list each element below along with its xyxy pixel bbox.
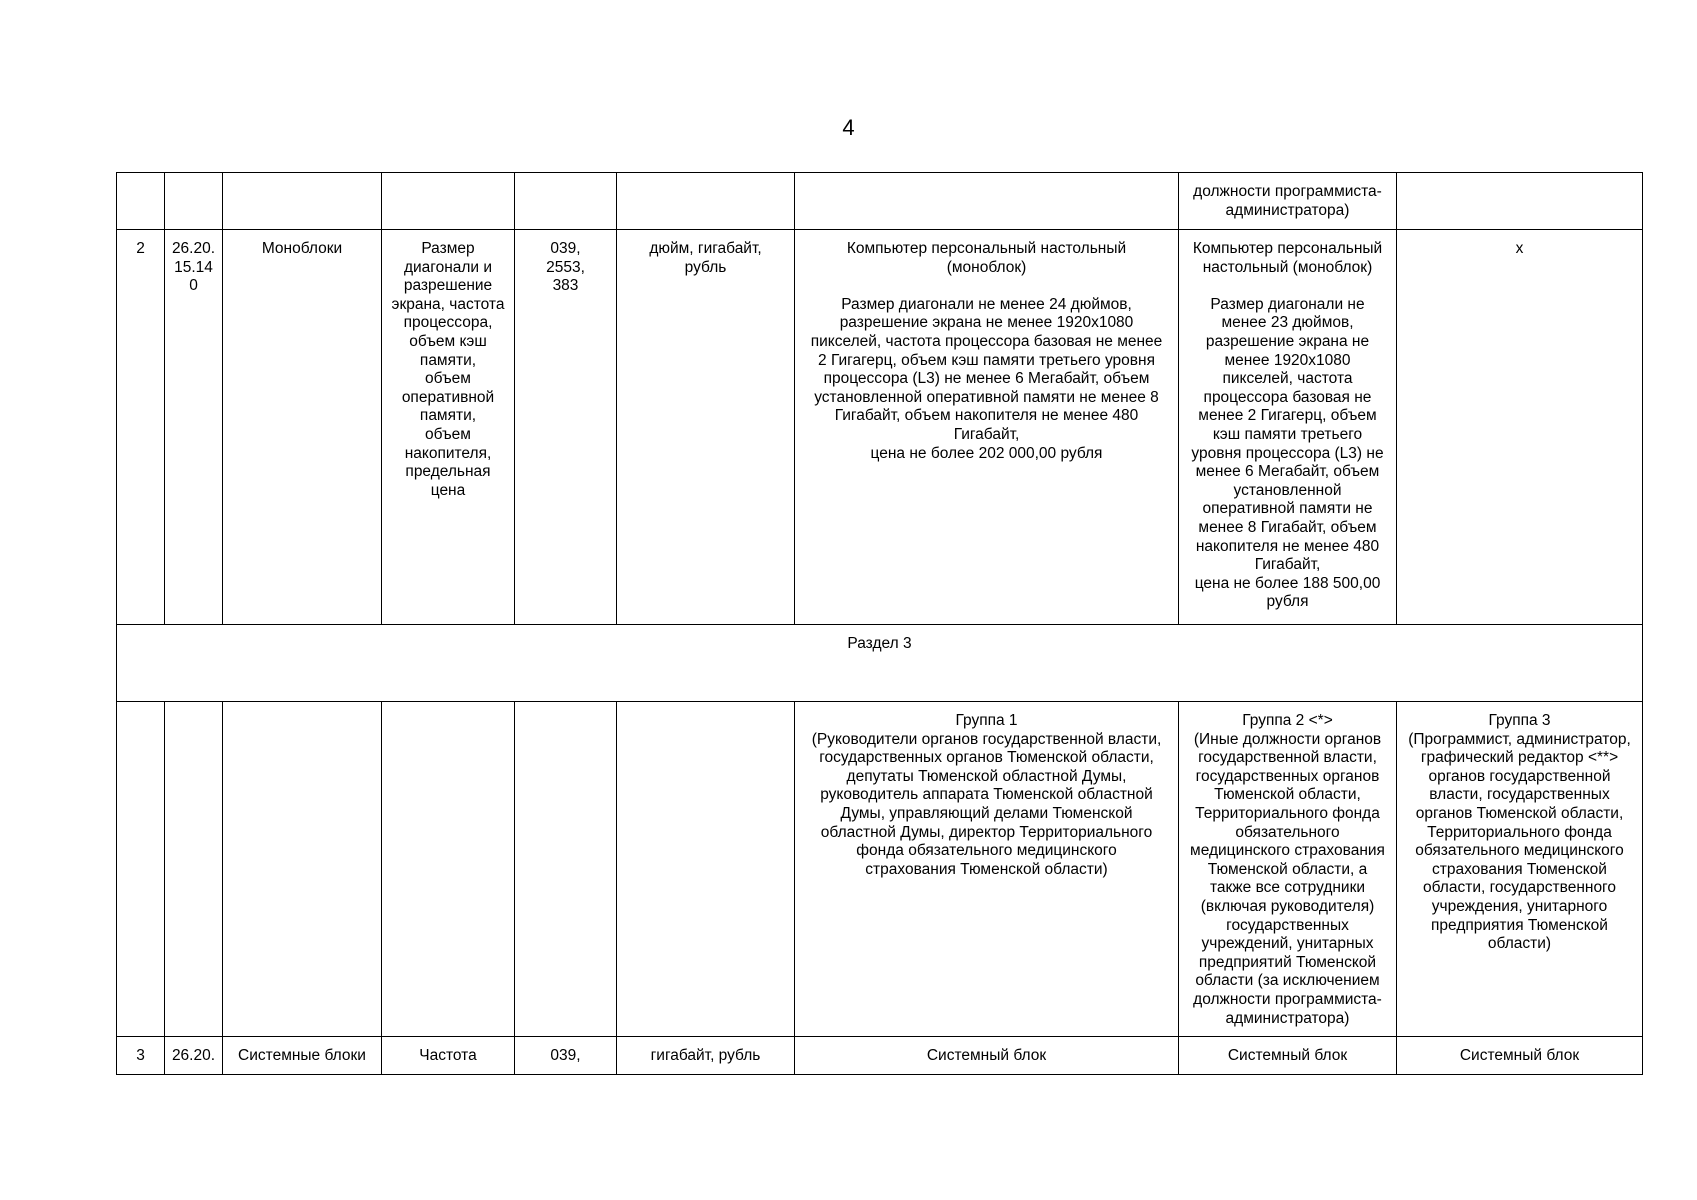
cell-num — [117, 702, 165, 1037]
cell-group3: Системный блок — [1397, 1037, 1643, 1075]
cell-okei-codes: 039, — [515, 1037, 617, 1075]
cell-name: Моноблоки — [223, 230, 382, 625]
cell-group1 — [795, 173, 1179, 230]
cell-name: Системные блоки — [223, 1037, 382, 1075]
table-row-group-headers — [117, 702, 1643, 1037]
page-number: 4 — [842, 115, 855, 140]
section-title: Раздел 3 — [117, 625, 1643, 702]
cell-units: дюйм, гигабайт, рубль — [617, 230, 795, 625]
group2-header: Группа 2 <*> (Иные должности органов государственной власти, государственных органов Тюменской области, Территориального фонда обязательного медицинского страхования Тюменской области, а также все сотрудники (включая руководителя) государственных учреждений, унитарных предприятий Тюменской области (за исключением должности программиста- администратора) — [1179, 702, 1397, 1037]
cell-characteristics — [382, 702, 515, 1037]
table-row-section — [117, 625, 1643, 702]
cell-name — [223, 173, 382, 230]
cell-code: 26.20. 15.14 0 — [165, 230, 223, 625]
cell-group2: Компьютер персональный настольный (моноблок) Размер диагонали не менее 23 дюймов, разрешение экрана не менее 1920x1080 пикселей, частота процессора базовая не менее 2 Гигагерц, объем кэш памяти третьего уровня процессора (L3) не менее 6 Мегабайт, объем установленной оперативной памяти не менее 8 Гигабайт, объем накопителя не менее 480 Гигабайт, цена не более 188 500,00 рубля — [1179, 230, 1397, 625]
table-row-system-units — [117, 1037, 1643, 1075]
cell-group2: Системный блок — [1179, 1037, 1397, 1075]
table-row-monoblocks — [117, 230, 1643, 625]
cell-units — [617, 702, 795, 1037]
cell-units — [617, 173, 795, 230]
cell-code — [165, 173, 223, 230]
table-row-continuation — [117, 173, 1643, 230]
cell-units: гигабайт, рубль — [617, 1037, 795, 1075]
cell-group3 — [1397, 173, 1643, 230]
cell-characteristics: Размер диагонали и разрешение экрана, частота процессора, объем кэш памяти, объем оперативной памяти, объем накопителя, предельная цена — [382, 230, 515, 625]
cell-okei-codes — [515, 702, 617, 1037]
cell-group1: Системный блок — [795, 1037, 1179, 1075]
cell-num: 2 — [117, 230, 165, 625]
cell-characteristics: Частота — [382, 1037, 515, 1075]
group3-header: Группа 3 (Программист, администратор, графический редактор <**> органов государственной власти, государственных органов Тюменской области, Территориального фонда обязательного медицинского страхования Тюменской области, государственного учреждения, унитарного предприятия Тюменской области) — [1397, 702, 1643, 1037]
cell-group1: Компьютер персональный настольный (моноблок) Размер диагонали не менее 24 дюймов, разрешение экрана не менее 1920x1080 пикселей, частота процессора базовая не менее 2 Гигагерц, объем кэш памяти третьего уровня процессора (L3) не менее 6 Мегабайт, объем установленной оперативной памяти не менее 8 Гигабайт, объем накопителя не менее 480 Гигабайт, цена не более 202 000,00 рубля — [795, 230, 1179, 625]
group1-header: Группа 1 (Руководители органов государственной власти, государственных органов Тюменской области, депутаты Тюменской областной Думы, руководитель аппарата Тюменской областной Думы, управляющий делами Тюменской областной Думы, директор Территориального фонда обязательного медицинского страхования Тюменской области) — [795, 702, 1179, 1037]
cell-characteristics — [382, 173, 515, 230]
cell-num — [117, 173, 165, 230]
cell-code — [165, 702, 223, 1037]
cell-num: 3 — [117, 1037, 165, 1075]
cell-group3: x — [1397, 230, 1643, 625]
requirements-table — [116, 172, 1643, 1075]
cell-group2: должности программиста- администратора) — [1179, 173, 1397, 230]
cell-code: 26.20. — [165, 1037, 223, 1075]
cell-okei-codes: 039, 2553, 383 — [515, 230, 617, 625]
cell-okei-codes — [515, 173, 617, 230]
cell-name — [223, 702, 382, 1037]
